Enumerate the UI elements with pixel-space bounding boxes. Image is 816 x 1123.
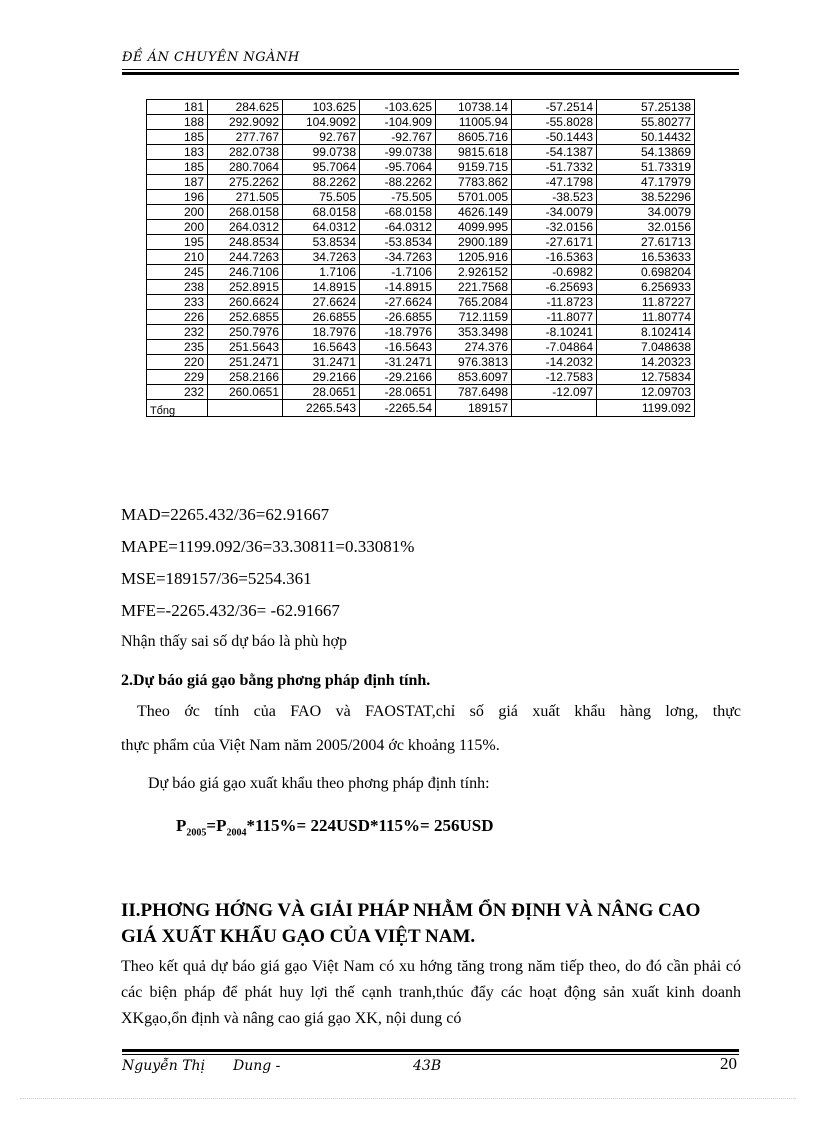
table-cell: -7.04864 [512, 340, 597, 355]
table-cell: 1199.092 [597, 400, 695, 417]
table-cell: 47.17979 [597, 175, 695, 190]
table-cell: -14.2032 [512, 355, 597, 370]
table-cell: 6.256933 [597, 280, 695, 295]
table-cell: 233 [147, 295, 208, 310]
table-cell: 183 [147, 145, 208, 160]
table-cell: 8.102414 [597, 325, 695, 340]
table-cell: -29.2166 [360, 370, 436, 385]
table-row [147, 100, 695, 115]
section3-heading: II.PHƠNG HỚNG VÀ GIẢI PHÁP NHẰM ỔN ĐỊNH VÀ NÂNG CAO GIÁ XUẤT KHẨU GẠO CỦA VIỆT NAM. [121, 900, 701, 947]
table-cell: 64.0312 [283, 220, 360, 235]
table-cell: 12.75834 [597, 370, 695, 385]
table-cell: -6.25693 [512, 280, 597, 295]
table-cell: 103.625 [283, 100, 360, 115]
table-cell: 88.2262 [283, 175, 360, 190]
table-cell: -47.1798 [512, 175, 597, 190]
table-cell: -34.7263 [360, 250, 436, 265]
mad-line: MAD=2265.432/36=62.91667 [121, 505, 330, 524]
table-cell: 282.0738 [208, 145, 283, 160]
table-cell: 248.8534 [208, 235, 283, 250]
table-cell: 9159.715 [436, 160, 512, 175]
table-cell: 11.87227 [597, 295, 695, 310]
table-cell: -8.10241 [512, 325, 597, 340]
table-cell: 27.6624 [283, 295, 360, 310]
table-cell: -92.767 [360, 130, 436, 145]
table-cell: -99.0738 [360, 145, 436, 160]
table-cell: 50.14432 [597, 130, 695, 145]
mfe-line: MFE=-2265.432/36= -62.91667 [121, 601, 340, 620]
forecast-error-table [146, 99, 695, 417]
table-cell: -75.505 [360, 190, 436, 205]
table-cell: 26.6855 [283, 310, 360, 325]
table-cell: 95.7064 [283, 160, 360, 175]
header-rule-thin [122, 69, 739, 70]
table-cell: 34.7263 [283, 250, 360, 265]
table-cell: 196 [147, 190, 208, 205]
price-formula: $P_{2005}=P_{2004}*115\%= 224USD*115\%= 256USD$ [176, 816, 494, 839]
table-cell: 277.767 [208, 130, 283, 145]
table-cell: 220 [147, 355, 208, 370]
table-cell: 252.8915 [208, 280, 283, 295]
table-cell: 232 [147, 325, 208, 340]
table-cell: 189157 [436, 400, 512, 417]
table-cell: 195 [147, 235, 208, 250]
table-cell: 232 [147, 385, 208, 400]
table-row [147, 295, 695, 310]
table-cell: -28.0651 [360, 385, 436, 400]
table-cell: 53.8534 [283, 235, 360, 250]
table-row [147, 325, 695, 340]
mape-line: MAPE=1199.092/36=33.30811=0.33081% [121, 537, 415, 556]
table-cell: 260.0651 [208, 385, 283, 400]
table-cell: -1.7106 [360, 265, 436, 280]
footer-class: 43B [413, 1058, 442, 1074]
footer-author-first: Nguyễn Thị [122, 1058, 206, 1074]
table-cell: 976.3813 [436, 355, 512, 370]
table-cell: 14.8915 [283, 280, 360, 295]
page-bottom-edge [20, 1098, 796, 1099]
footer-author-last: Dung - [233, 1058, 281, 1074]
table-row [147, 280, 695, 295]
table-row [147, 340, 695, 355]
table-row [147, 370, 695, 385]
table-cell: 68.0158 [283, 205, 360, 220]
header-rule-thick [122, 72, 739, 75]
table-cell: 104.9092 [283, 115, 360, 130]
table-cell: 7783.862 [436, 175, 512, 190]
table-cell: 92.767 [283, 130, 360, 145]
table-cell: 0.698204 [597, 265, 695, 280]
table-cell [208, 400, 283, 417]
table-cell: 4626.149 [436, 205, 512, 220]
table-cell: 1205.916 [436, 250, 512, 265]
table-cell: -57.2514 [512, 100, 597, 115]
table-cell: 185 [147, 130, 208, 145]
table-row [147, 235, 695, 250]
table-cell: -31.2471 [360, 355, 436, 370]
table-cell: -0.6982 [512, 265, 597, 280]
table-row [147, 220, 695, 235]
total-label: Tổng [147, 400, 208, 417]
table-cell: -2265.54 [360, 400, 436, 417]
table-row [147, 160, 695, 175]
table-cell: -64.0312 [360, 220, 436, 235]
table-cell: 38.52296 [597, 190, 695, 205]
table-cell: 14.20323 [597, 355, 695, 370]
table-cell: 264.0312 [208, 220, 283, 235]
table-row [147, 115, 695, 130]
table-cell: 250.7976 [208, 325, 283, 340]
table-cell: -38.523 [512, 190, 597, 205]
table-cell: 11005.94 [436, 115, 512, 130]
table-cell: 210 [147, 250, 208, 265]
table-cell: 185 [147, 160, 208, 175]
table-cell: -54.1387 [512, 145, 597, 160]
table-cell: -50.1443 [512, 130, 597, 145]
table-cell: 245 [147, 265, 208, 280]
table-cell: 853.6097 [436, 370, 512, 385]
table-cell: 251.5643 [208, 340, 283, 355]
table-cell: -16.5643 [360, 340, 436, 355]
table-cell: 226 [147, 310, 208, 325]
mse-line: MSE=189157/36=5254.361 [121, 569, 312, 588]
table-cell: 244.7263 [208, 250, 283, 265]
table-cell: 246.7106 [208, 265, 283, 280]
table-row [147, 250, 695, 265]
header-title: ĐỀ ÁN CHUYÊN NGÀNH [122, 50, 300, 65]
table-cell: 27.61713 [597, 235, 695, 250]
table-cell: 188 [147, 115, 208, 130]
table-cell: -103.625 [360, 100, 436, 115]
table-cell: 712.1159 [436, 310, 512, 325]
table-cell: 16.53633 [597, 250, 695, 265]
table-row [147, 130, 695, 145]
table-cell: 32.0156 [597, 220, 695, 235]
table-cell: 2900.189 [436, 235, 512, 250]
table-cell: 292.9092 [208, 115, 283, 130]
table-cell: 29.2166 [283, 370, 360, 385]
table-cell: 238 [147, 280, 208, 295]
section2-heading: 2.Dự báo giá gạo bằng phơng pháp định tính. [121, 672, 431, 689]
table-cell: 11.80774 [597, 310, 695, 325]
table-cell: 235 [147, 340, 208, 355]
table-cell: 99.0738 [283, 145, 360, 160]
table-cell: 258.2166 [208, 370, 283, 385]
conclusion-line: Nhận thấy sai số dự báo là phù hợp [121, 633, 347, 650]
table-cell: -16.5363 [512, 250, 597, 265]
footer-rule-thick [122, 1049, 739, 1052]
page-number: 20 [720, 1054, 737, 1073]
section2-line3: Dự báo giá gạo xuất khẩu theo phơng pháp định tính: [148, 775, 490, 792]
table-cell: 280.7064 [208, 160, 283, 175]
table-cell: -27.6171 [512, 235, 597, 250]
table-cell: 275.2262 [208, 175, 283, 190]
table-cell: -55.8028 [512, 115, 597, 130]
table-cell: 2265.543 [283, 400, 360, 417]
table-cell: 7.048638 [597, 340, 695, 355]
table-cell: 4099.995 [436, 220, 512, 235]
table-row [147, 265, 695, 280]
table-cell: -12.097 [512, 385, 597, 400]
table-cell: 221.7568 [436, 280, 512, 295]
table-cell: 34.0079 [597, 205, 695, 220]
table-total-row [147, 400, 695, 417]
table-cell: -26.6855 [360, 310, 436, 325]
table-cell: 787.6498 [436, 385, 512, 400]
table-cell: 18.7976 [283, 325, 360, 340]
table-cell [512, 400, 597, 417]
table-row [147, 310, 695, 325]
table-cell: -14.8915 [360, 280, 436, 295]
table-cell: 268.0158 [208, 205, 283, 220]
table-cell: -51.7332 [512, 160, 597, 175]
table-row [147, 385, 695, 400]
table-cell: 16.5643 [283, 340, 360, 355]
table-cell: 28.0651 [283, 385, 360, 400]
table-cell: 12.09703 [597, 385, 695, 400]
table-row [147, 145, 695, 160]
section2-line1: Theo ớc tính của FAO và FAOSTAT,chỉ số giá xuất khẩu hàng lơng, thực [137, 703, 741, 720]
table-cell: 187 [147, 175, 208, 190]
table-cell: -11.8077 [512, 310, 597, 325]
table-cell: 200 [147, 220, 208, 235]
table-cell: 271.505 [208, 190, 283, 205]
table-cell: 200 [147, 205, 208, 220]
table-cell: -18.7976 [360, 325, 436, 340]
table-cell: 5701.005 [436, 190, 512, 205]
table-cell: 2.926152 [436, 265, 512, 280]
table-cell: 51.73319 [597, 160, 695, 175]
section2-line2: thực phẩm của Việt Nam năm 2005/2004 ớc khoảng 115%. [121, 737, 500, 754]
table-cell: 1.7106 [283, 265, 360, 280]
table-cell: -68.0158 [360, 205, 436, 220]
table-cell: 54.13869 [597, 145, 695, 160]
table-cell: 9815.618 [436, 145, 512, 160]
table-cell: 10738.14 [436, 100, 512, 115]
table-cell: -88.2262 [360, 175, 436, 190]
table-cell: 284.625 [208, 100, 283, 115]
table-cell: -12.7583 [512, 370, 597, 385]
table-cell: 229 [147, 370, 208, 385]
table-row [147, 175, 695, 190]
table-cell: -95.7064 [360, 160, 436, 175]
table-cell: -34.0079 [512, 205, 597, 220]
table-row [147, 190, 695, 205]
table-cell: -32.0156 [512, 220, 597, 235]
footer-rule-thin [122, 1054, 739, 1055]
table-cell: 75.505 [283, 190, 360, 205]
table-row [147, 205, 695, 220]
table-row [147, 355, 695, 370]
table-cell: -11.8723 [512, 295, 597, 310]
table-cell: 353.3498 [436, 325, 512, 340]
table-cell: -27.6624 [360, 295, 436, 310]
table-cell: -104.909 [360, 115, 436, 130]
table-cell: 252.6855 [208, 310, 283, 325]
table-cell: 251.2471 [208, 355, 283, 370]
table-cell: 765.2084 [436, 295, 512, 310]
table-cell: 8605.716 [436, 130, 512, 145]
table-cell: 57.25138 [597, 100, 695, 115]
table-cell: -53.8534 [360, 235, 436, 250]
table-cell: 31.2471 [283, 355, 360, 370]
table-cell: 55.80277 [597, 115, 695, 130]
table-cell: 274.376 [436, 340, 512, 355]
section3-body: Theo kết quả dự báo giá gạo Việt Nam có xu hớng tăng trong năm tiếp theo, do đó cần phải có các biện pháp để phát huy lợi thế cạnh tranh,thúc đẩy các hoạt động sản xuất kinh doanh XKgạo,ổn định và nâng cao giá gạo XK, nội dung có [121, 958, 741, 1027]
table-cell: 260.6624 [208, 295, 283, 310]
table-cell: 181 [147, 100, 208, 115]
